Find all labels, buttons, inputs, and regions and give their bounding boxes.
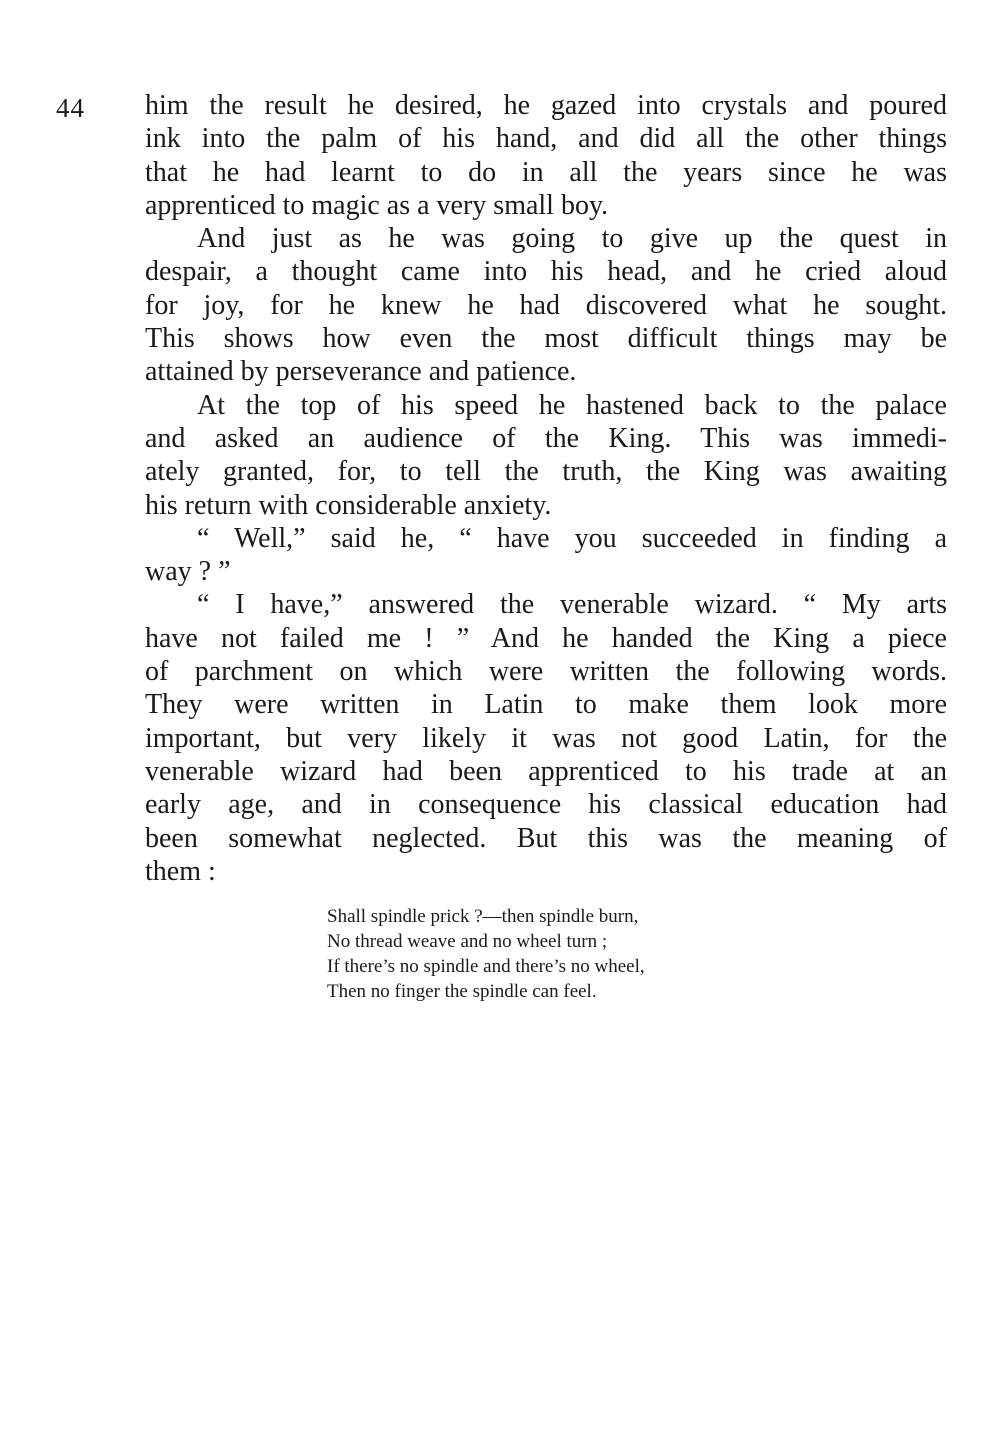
text-line: his return with considerable anxiety. xyxy=(145,489,552,521)
text-line: apprenticed to magic as a very small boy. xyxy=(145,189,609,221)
text-line: and asked an audience of the King. This was immedi- xyxy=(145,422,947,454)
text-line: ink into the palm of his hand, and did all the other things xyxy=(145,123,947,155)
text-line: that he had learnt to do in all the years since he was xyxy=(145,156,947,188)
paragraph-start-line: And just as he was going to give up the quest in xyxy=(197,223,947,255)
text-line: They were written in Latin to make them look more xyxy=(145,689,947,721)
verse-line: Then no finger the spindle can feel. xyxy=(327,981,597,1002)
text-line: important, but very likely it was not good Latin, for the xyxy=(145,722,947,754)
page-number: 44 xyxy=(56,93,85,123)
text-line: early age, and in consequence his classical education had xyxy=(145,789,947,821)
paragraph-start-line: “ I have,” answered the venerable wizard. “ My arts xyxy=(197,589,947,621)
text-line: for joy, for he knew he had discovered what he sought. xyxy=(145,289,947,321)
paragraph-start-line: “ Well,” said he, “ have you succeeded in finding a xyxy=(197,522,947,554)
text-line: attained by perseverance and patience. xyxy=(145,356,577,388)
body-text xyxy=(145,89,947,888)
text-line: have not failed me ! ” And he handed the King a piece xyxy=(145,622,947,654)
text-line: way ? ” xyxy=(145,556,231,588)
text-line: venerable wizard had been apprenticed to his trade at an xyxy=(145,755,947,787)
verse-line: Shall spindle prick ?—then spindle burn, xyxy=(327,906,639,927)
text-line: him the result he desired, he gazed into crystals and poured xyxy=(145,90,947,121)
text-line: despair, a thought came into his head, and he cried aloud xyxy=(145,256,947,288)
paragraph-start-line: At the top of his speed he hastened back to the palace xyxy=(197,389,947,421)
verse-block xyxy=(327,904,645,1004)
text-line: of parchment on which were written the following words. xyxy=(145,656,947,688)
verse-line: If there’s no spindle and there’s no wheel, xyxy=(327,956,645,977)
verse-line: No thread weave and no wheel turn ; xyxy=(327,931,608,952)
text-line: ately granted, for, to tell the truth, the King was awaiting xyxy=(145,456,947,488)
text-line: This shows how even the most difficult things may be xyxy=(145,323,947,355)
text-line: them : xyxy=(145,855,216,887)
text-line: been somewhat neglected. But this was the meaning of xyxy=(145,822,947,854)
